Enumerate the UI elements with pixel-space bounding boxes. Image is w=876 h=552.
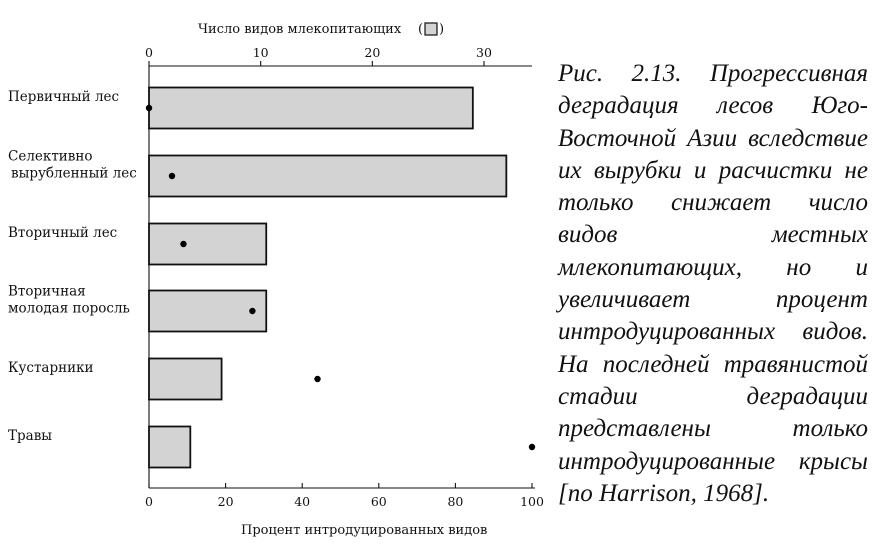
legend-close-paren: ) xyxy=(439,22,445,37)
category-label: вырубленный лес xyxy=(11,165,137,182)
bottom-axis-ticks xyxy=(145,483,544,509)
category-label: Первичный лес xyxy=(8,89,120,105)
top-axis-ticks xyxy=(145,45,492,66)
category-label: Вторичный лес xyxy=(8,225,118,241)
category-labels xyxy=(8,89,137,444)
category-label: Кустарники xyxy=(8,360,94,376)
bar xyxy=(149,224,266,265)
figure-caption: Рис. 2.13. Прогрессивная деградация лесов Юго-Восточной Азии вследствие их вырубки и расчистки не только снижает число видов местных млекопитающих, но и увеличивает процент интродуцированных видов. На последней травянистой стадии деградации представлены только интродуцированные крысы [по Harrison, 1968]. xyxy=(558,60,868,507)
bottom-tick-label: 20 xyxy=(217,494,234,509)
data-point xyxy=(314,376,320,382)
data-point xyxy=(146,105,152,111)
category-label: молодая поросль xyxy=(8,300,130,317)
top-axis-title: Число видов млекопитающих xyxy=(198,22,402,37)
bottom-tick-label: 100 xyxy=(520,494,544,509)
top-tick-label: 0 xyxy=(145,45,153,60)
legend-swatch xyxy=(425,23,437,35)
data-point xyxy=(529,444,535,450)
category-label: Вторичная xyxy=(8,283,86,300)
bar xyxy=(149,291,266,332)
category-label: Селективно xyxy=(8,148,93,165)
category-label: Травы xyxy=(8,428,53,444)
bar xyxy=(149,156,506,197)
data-point xyxy=(169,173,175,179)
legend-open-paren: ( xyxy=(418,22,424,37)
top-tick-label: 10 xyxy=(252,45,269,60)
bottom-tick-label: 60 xyxy=(370,494,387,509)
top-tick-label: 30 xyxy=(476,45,492,60)
data-point xyxy=(249,308,255,314)
bottom-tick-label: 40 xyxy=(294,494,311,509)
bottom-axis-title: Процент интродуцированных видов xyxy=(241,523,488,538)
bottom-tick-label: 80 xyxy=(447,494,464,509)
data-point xyxy=(180,241,186,247)
bottom-tick-label: 0 xyxy=(145,494,153,509)
bar xyxy=(149,88,473,129)
top-tick-label: 20 xyxy=(364,45,381,60)
bars-series xyxy=(149,88,506,468)
bar xyxy=(149,427,190,468)
bar xyxy=(149,359,222,400)
